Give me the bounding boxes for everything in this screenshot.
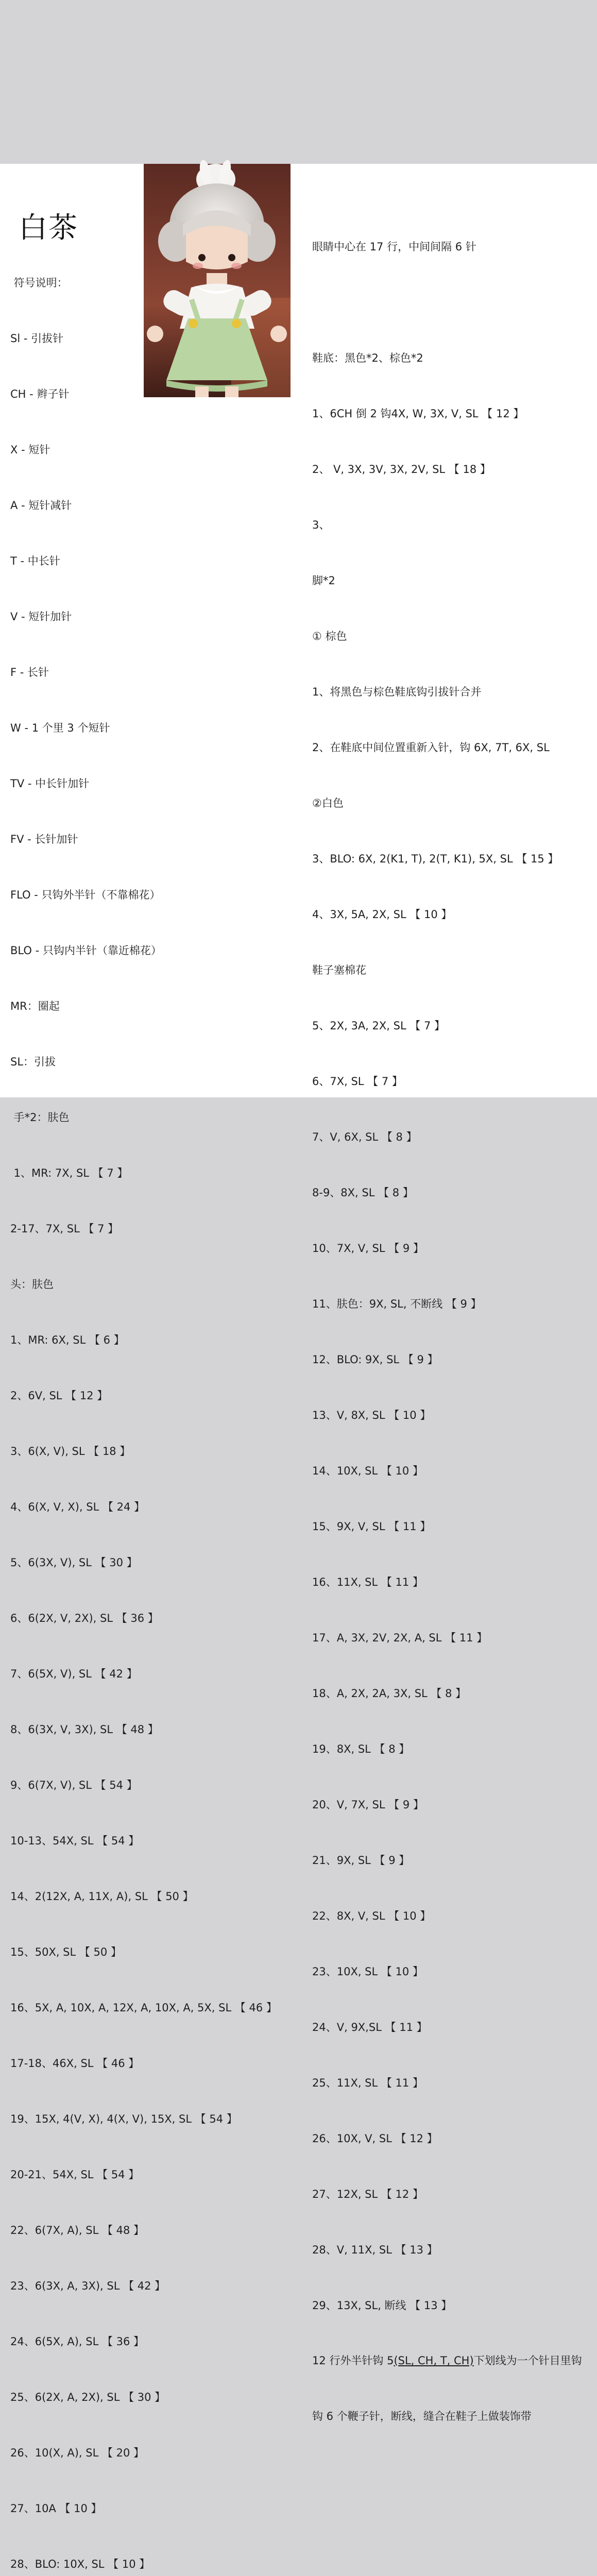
text-line: 20、V, 7X, SL 【 9 】 [312,1799,424,1811]
footer-note-post: 下划线为一个针目里钩 [473,2354,582,2367]
text-line: 3、 [312,519,330,531]
text-line: 3、6(X, V), SL 【 18 】 [10,1445,131,1458]
footer-note-pre: 12 行外半针钩 5 [312,2354,394,2367]
footer-note-strap: 钩 6 个鞭子针，断线，缝合在鞋子上做装饰带 [312,2410,532,2422]
text-line: SL：引拔 [10,1056,56,1068]
page-title: 白茶 [19,211,78,245]
pattern-page [0,164,597,2570]
text-line: 6、6(2X, V, 2X), SL 【 36 】 [10,1612,159,1624]
text-line: 20-21、54X, SL 【 54 】 [10,2168,140,2181]
text-line: 16、5X, A, 10X, A, 12X, A, 10X, A, 5X, SL 【 46 】 [10,2002,277,2014]
footer-note-stitch [312,2352,590,2370]
text-line: 8、6(3X, V, 3X), SL 【 48 】 [10,1723,159,1736]
text-line: 22、8X, V, SL 【 10 】 [312,1910,431,1922]
text-line: BLO - 只钩内半针（靠近棉花） [10,944,162,957]
text-line: 13、V, 8X, SL 【 10 】 [312,1409,431,1421]
text-line: 5、6(3X, V), SL 【 30 】 [10,1556,138,1569]
text-line: X - 短针 [10,444,50,456]
text-line: 符号说明： [10,277,68,289]
text-line: 2-17、7X, SL 【 7 】 [10,1223,119,1235]
text-line: 17、A, 3X, 2V, 2X, A, SL 【 11 】 [312,1632,488,1644]
text-line: A - 短针减针 [10,499,72,512]
text-line: 26、10(X, A), SL 【 20 】 [10,2447,145,2459]
text-line: W - 1 个里 3 个短针 [10,722,110,734]
text-line: 24、V, 9X,SL 【 11 】 [312,2021,428,2033]
text-line [312,293,590,312]
text-line: 26、10X, V, SL 【 12 】 [312,2132,438,2145]
text-line: 29、13X, SL, 断线 【 13 】 [312,2299,452,2312]
text-line: TV - 中长针加针 [10,777,90,790]
text-line: 25、11X, SL 【 11 】 [312,2077,423,2089]
text-line: MR：圈起 [10,1000,60,1012]
text-line: 5、2X, 3A, 2X, SL 【 7 】 [312,1020,446,1032]
text-line: 28、V, 11X, SL 【 13 】 [312,2244,438,2256]
text-line: 19、15X, 4(V, X), 4(X, V), 15X, SL 【 54 】 [10,2113,237,2125]
text-line: 7、V, 6X, SL 【 8 】 [312,1131,417,1143]
text-line: CH - 辫子针 [10,388,70,400]
text-line: 1、6CH 倒 2 钩4X, W, 3X, V, SL 【 12 】 [312,408,524,420]
text-line: 24、6(5X, A), SL 【 36 】 [10,2335,145,2348]
text-line: 12、BLO: 9X, SL 【 9 】 [312,1353,438,1366]
text-line: 3、BLO: 6X, 2(K1, T), 2(T, K1), 5X, SL 【 15 】 [312,853,559,865]
text-line: 10、7X, V, SL 【 9 】 [312,1242,424,1255]
text-line: 23、6(3X, A, 3X), SL 【 42 】 [10,2280,166,2292]
text-line: 脚*2 [312,574,335,587]
text-line: 10-13、54X, SL 【 54 】 [10,1835,140,1847]
text-line: 4、3X, 5A, 2X, SL 【 10 】 [312,908,452,921]
text-line: 27、10A 【 10 】 [10,2502,102,2515]
text-line: 27、12X, SL 【 12 】 [312,2188,423,2200]
text-line: 鞋子塞棉花 [312,964,366,976]
text-line: 15、50X, SL 【 50 】 [10,1946,122,1958]
text-line: 2、 V, 3X, 3V, 3X, 2V, SL 【 18 】 [312,463,491,476]
left-column [10,236,277,2576]
text-line: ① 棕色 [312,630,347,642]
text-line: 14、2(12X, A, 11X, A), SL 【 50 】 [10,1890,194,1903]
text-line: 7、6(5X, V), SL 【 42 】 [10,1668,138,1680]
text-line: 25、6(2X, A, 2X), SL 【 30 】 [10,2391,166,2403]
text-line: 2、6V, SL 【 12 】 [10,1389,108,1402]
text-line: 1、MR: 6X, SL 【 6 】 [10,1334,125,1346]
text-line: 眼睛中心在 17 行，中间间隔 6 针 [312,241,476,253]
text-line: 19、8X, SL 【 8 】 [312,1743,410,1755]
footer-note-underlined: (SL, CH, T, CH) [394,2354,474,2367]
text-line: F - 长针 [10,666,49,679]
text-line: 21、9X, SL 【 9 】 [312,1854,410,1867]
text-line: 头：肤色 [10,1278,54,1291]
text-line: 8-9、8X, SL 【 8 】 [312,1187,414,1199]
text-line: 1、MR: 7X, SL 【 7 】 [10,1167,128,1179]
text-line: 4、6(X, V, X), SL 【 24 】 [10,1501,145,1513]
text-line: 2、在鞋底中间位置重新入针，钩 6X, 7T, 6X, SL [312,741,550,754]
text-line: 手*2：肤色 [10,1111,70,1124]
text-line: 22、6(7X, A), SL 【 48 】 [10,2224,145,2236]
text-line: FV - 长针加针 [10,833,78,845]
text-line: 11、肤色：9X, SL, 不断线 【 9 】 [312,1298,482,1310]
text-line: T - 中长针 [10,555,60,567]
text-line: V - 短针加针 [10,611,72,623]
text-line: 18、A, 2X, 2A, 3X, SL 【 8 】 [312,1687,467,1700]
text-line: 9、6(7X, V), SL 【 54 】 [10,1779,138,1791]
text-line: 17-18、46X, SL 【 46 】 [10,2057,140,2070]
text-line: 28、BLO: 10X, SL 【 10 】 [10,2558,150,2570]
text-line: 23、10X, SL 【 10 】 [312,1965,423,1978]
text-line: ②白色 [312,797,344,809]
text-line: FLO - 只钩外半针（不靠棉花） [10,889,161,901]
text-line: 1、将黑色与棕色鞋底钩引拔针合并 [312,686,482,698]
text-line: 鞋底：黑色*2、棕色*2 [312,352,423,364]
text-line: 14、10X, SL 【 10 】 [312,1465,423,1477]
text-line: Sl - 引拔针 [10,332,64,345]
right-column [312,200,590,2463]
text-line: 6、7X, SL 【 7 】 [312,1075,403,1088]
text-line: 16、11X, SL 【 11 】 [312,1576,423,1588]
text-line: 15、9X, V, SL 【 11 】 [312,1520,431,1533]
